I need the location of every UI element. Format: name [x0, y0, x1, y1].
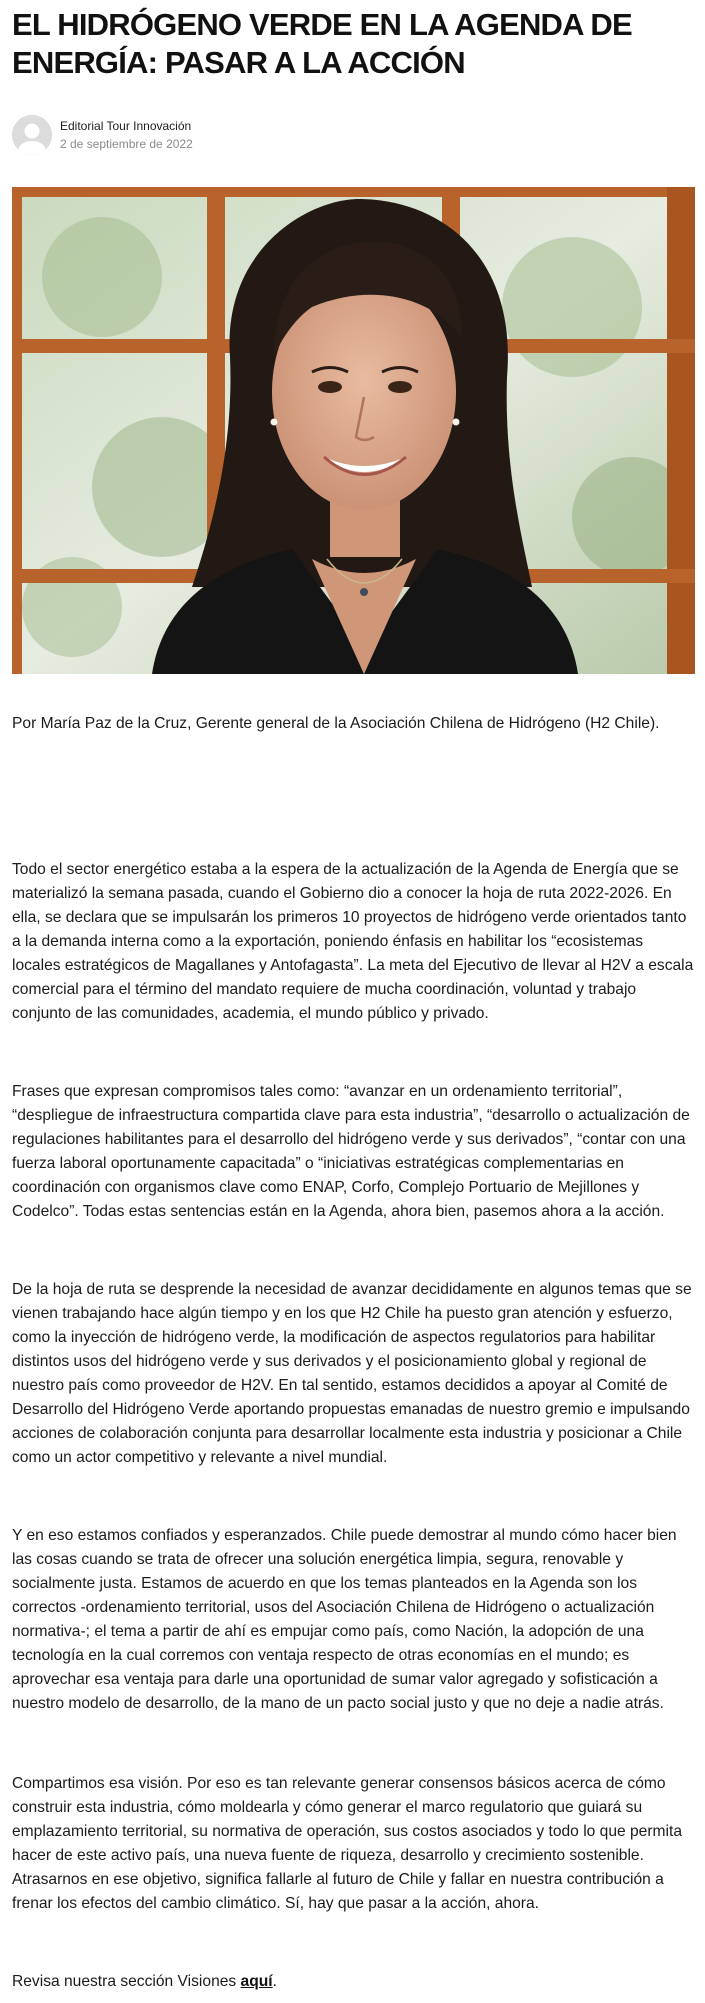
author-avatar[interactable]	[12, 115, 52, 155]
paragraph-3: De la hoja de ruta se desprende la necesidad de avanzar decididamente en algunos temas que se vienen trabajando hace algún tiempo y en los que H2 Chile ha puesto gran atención y esfuerzo, como la inyección de hidrógeno verde, la modificación de aspectos regulatorios para habilitar distintos usos del hidrógeno verde y sus derivados y el posicionamiento global y regional de nuestro país como proveedor de H2V. En tal sentido, estamos decididos a apoyar al Comité de Desarrollo del Hidrógeno Verde aportando propuestas emanadas de nuestro gremio e impulsando acciones de colaboración conjunta para desarrollar localmente esta industria y posicionar a Chile como un actor competitivo y relevante a nivel mundial.	[12, 1281, 692, 1466]
byline: Por María Paz de la Cruz, Gerente general de la Asociación Chilena de Hidrógeno (H2 Chile).	[12, 715, 660, 732]
paragraph-5: Compartimos esa visión. Por eso es tan relevante generar consensos básicos acerca de cómo construir esta industria, cómo moldearla y cómo generar el marco regulatorio que guiará su emplazamiento territorial, su normativa de operación, sus costos asociados y todo lo que permita hacer de este activo país, una nueva fuente de riqueza, desarrollo y crecimiento sostenible. Atrasarnos en ese objetivo, significa fallarle al futuro de Chile y fallar en nuestra contribución a frenar los efectos del cambio climático. Sí, hay que pasar a la acción, ahora.	[12, 1775, 683, 1912]
visiones-link[interactable]: aquí	[240, 1973, 273, 1990]
featured-image	[12, 187, 695, 674]
publish-date: 2 de septiembre de 2022	[60, 136, 193, 151]
user-silhouette-icon	[12, 115, 52, 155]
portrait-illustration	[12, 187, 695, 674]
article-title: EL HIDRÓGENO VERDE EN LA AGENDA DE ENERGÍA: PASAR A LA ACCIÓN	[12, 7, 632, 80]
closing-prefix: Revisa nuestra sección Visiones	[12, 1973, 241, 1990]
author-name[interactable]: Editorial Tour Innovación	[60, 118, 192, 133]
author-meta	[60, 118, 193, 153]
author-block	[12, 114, 193, 156]
closing-line	[12, 1970, 695, 1994]
paragraph-4: Y en eso estamos confiados y esperanzados. Chile puede demostrar al mundo cómo hacer bien las cosas cuando se trata de ofrecer una solución energética limpia, segura, renovable y socialmente justa. Estamos de acuerdo en que los temas planteados en la Agenda son los correctos -ordenamiento territorial, usos del Asociación Chilena de Hidrógeno o actualización normativa-; el tema a partir de ahí es empujar como país, como Nación, la adopción de una tecnología en la cual corremos con ventaja respecto de otras economías en el mundo; es aprovechar esa ventaja para darle una oportunidad de sumar valor agregado y sofisticación a nuestro modelo de desarrollo, de la mano de un pacto social justo y que no deje a nadie atrás.	[12, 1527, 677, 1712]
paragraph-2: Frases que expresan compromisos tales como: “avanzar en un ordenamiento territorial”, “despliegue de infraestructura compartida clave para esta industria”, “desarrollo o actualización de regulaciones habilitantes para el desarrollo del hidrógeno verde y sus derivados”, “contar con una fuerza laboral oportunamente capacitada” o “iniciativas estratégicas complementarias en coordinación con organismos clave como ENAP, Corfo, Complejo Portuario de Mejillones y Codelco”. Todas estas sentencias están en la Agenda, ahora bien, pasemos ahora a la acción.	[12, 1083, 690, 1220]
closing-suffix: .	[272, 1973, 277, 1990]
paragraph-1: Todo el sector energético estaba a la espera de la actualización de la Agenda de Energía que se materializó la semana pasada, cuando el Gobierno dio a conocer la hoja de ruta 2022-2026. En ella, se declara que se impulsarán los primeros 10 proyectos de hidrógeno verde orientados tanto a la demanda interna como a la exportación, poniendo énfasis en habilitar los “ecosistemas locales estratégicos de Magallanes y Antofagasta”. La meta del Ejecutivo de llevar al H2V a escala comercial para el término del mandato requiere de mucha coordinación, voluntad y trabajo conjunto de las comunidades, academia, el mundo público y privado.	[12, 861, 694, 1022]
